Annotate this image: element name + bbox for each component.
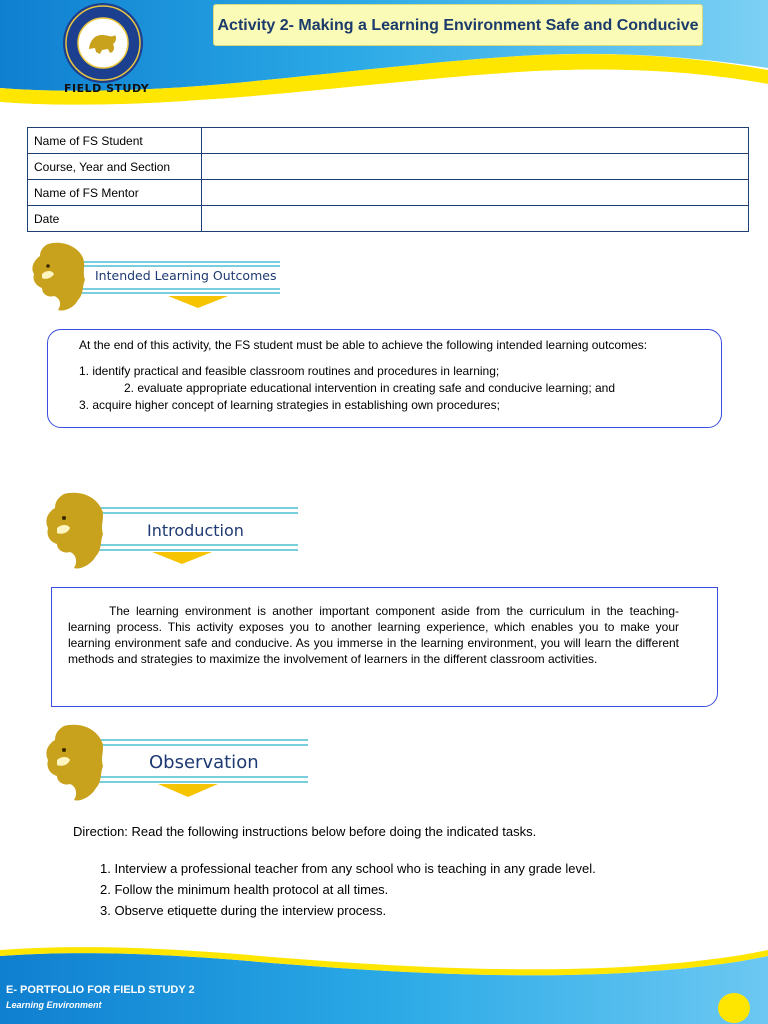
table-row xyxy=(28,206,749,232)
introduction-section-header xyxy=(42,490,302,570)
ilo-item-3: 3. acquire higher concept of learning strategies in establishing own procedures; xyxy=(79,398,500,412)
ilo-section-header xyxy=(28,240,283,312)
footer-subtitle: Learning Environment xyxy=(6,1000,102,1010)
list-item: 2. Follow the minimum health protocol at all times. xyxy=(100,882,389,897)
student-info-table xyxy=(27,127,749,232)
ilo-heading: Intended Learning Outcomes xyxy=(95,268,277,283)
mentor-name-field[interactable] xyxy=(202,180,749,206)
university-seal-logo xyxy=(62,2,144,84)
field-study-label: FIELD STUDY xyxy=(64,82,150,95)
observation-section-header xyxy=(42,722,312,802)
observation-heading: Observation xyxy=(149,752,259,773)
row-label-student: Name of FS Student xyxy=(28,128,202,154)
introduction-body: The learning environment is another important component aside from the curriculum in the teaching-learning process. This activity exposes you to another learning experience, which enables you to make your learning environment safe and conducive. As you immerse in the learning environment, you will learn the different methods and strategies to maximize the involvement of learners in the different classroom activities. xyxy=(68,604,679,666)
list-item: 3. Observe etiquette during the interview process. xyxy=(100,903,387,918)
table-row xyxy=(28,154,749,180)
table-row xyxy=(28,128,749,154)
footer-title: E- PORTFOLIO FOR FIELD STUDY 2 xyxy=(6,984,195,996)
course-year-section-field[interactable] xyxy=(202,154,749,180)
introduction-box xyxy=(51,587,718,707)
observation-steps-list xyxy=(100,858,596,921)
table-row xyxy=(28,180,749,206)
footer-banner xyxy=(0,940,768,1024)
row-label-course: Course, Year and Section xyxy=(28,154,202,180)
row-label-date: Date xyxy=(28,206,202,232)
ilo-item-2: 2. evaluate appropriate educational intervention in creating safe and conducive learning; and xyxy=(124,381,616,395)
page-title: Activity 2- Making a Learning Environment Safe and Conducive xyxy=(217,16,699,34)
list-item: 1. Interview a professional teacher from any school who is teaching in any grade level. xyxy=(100,861,596,876)
observation-direction: Direction: Read the following instructions below before doing the indicated tasks. xyxy=(73,824,537,839)
row-label-mentor: Name of FS Mentor xyxy=(28,180,202,206)
date-field[interactable] xyxy=(202,206,749,232)
activity-title-box xyxy=(213,4,703,46)
introduction-heading: Introduction xyxy=(147,521,244,540)
ilo-intro-text: At the end of this activity, the FS student must be able to achieve the following intended learning outcomes: xyxy=(79,338,648,352)
ilo-box xyxy=(47,329,722,428)
student-name-field[interactable] xyxy=(202,128,749,154)
ilo-item-1: 1. identify practical and feasible classroom routines and procedures in learning; xyxy=(79,364,500,378)
